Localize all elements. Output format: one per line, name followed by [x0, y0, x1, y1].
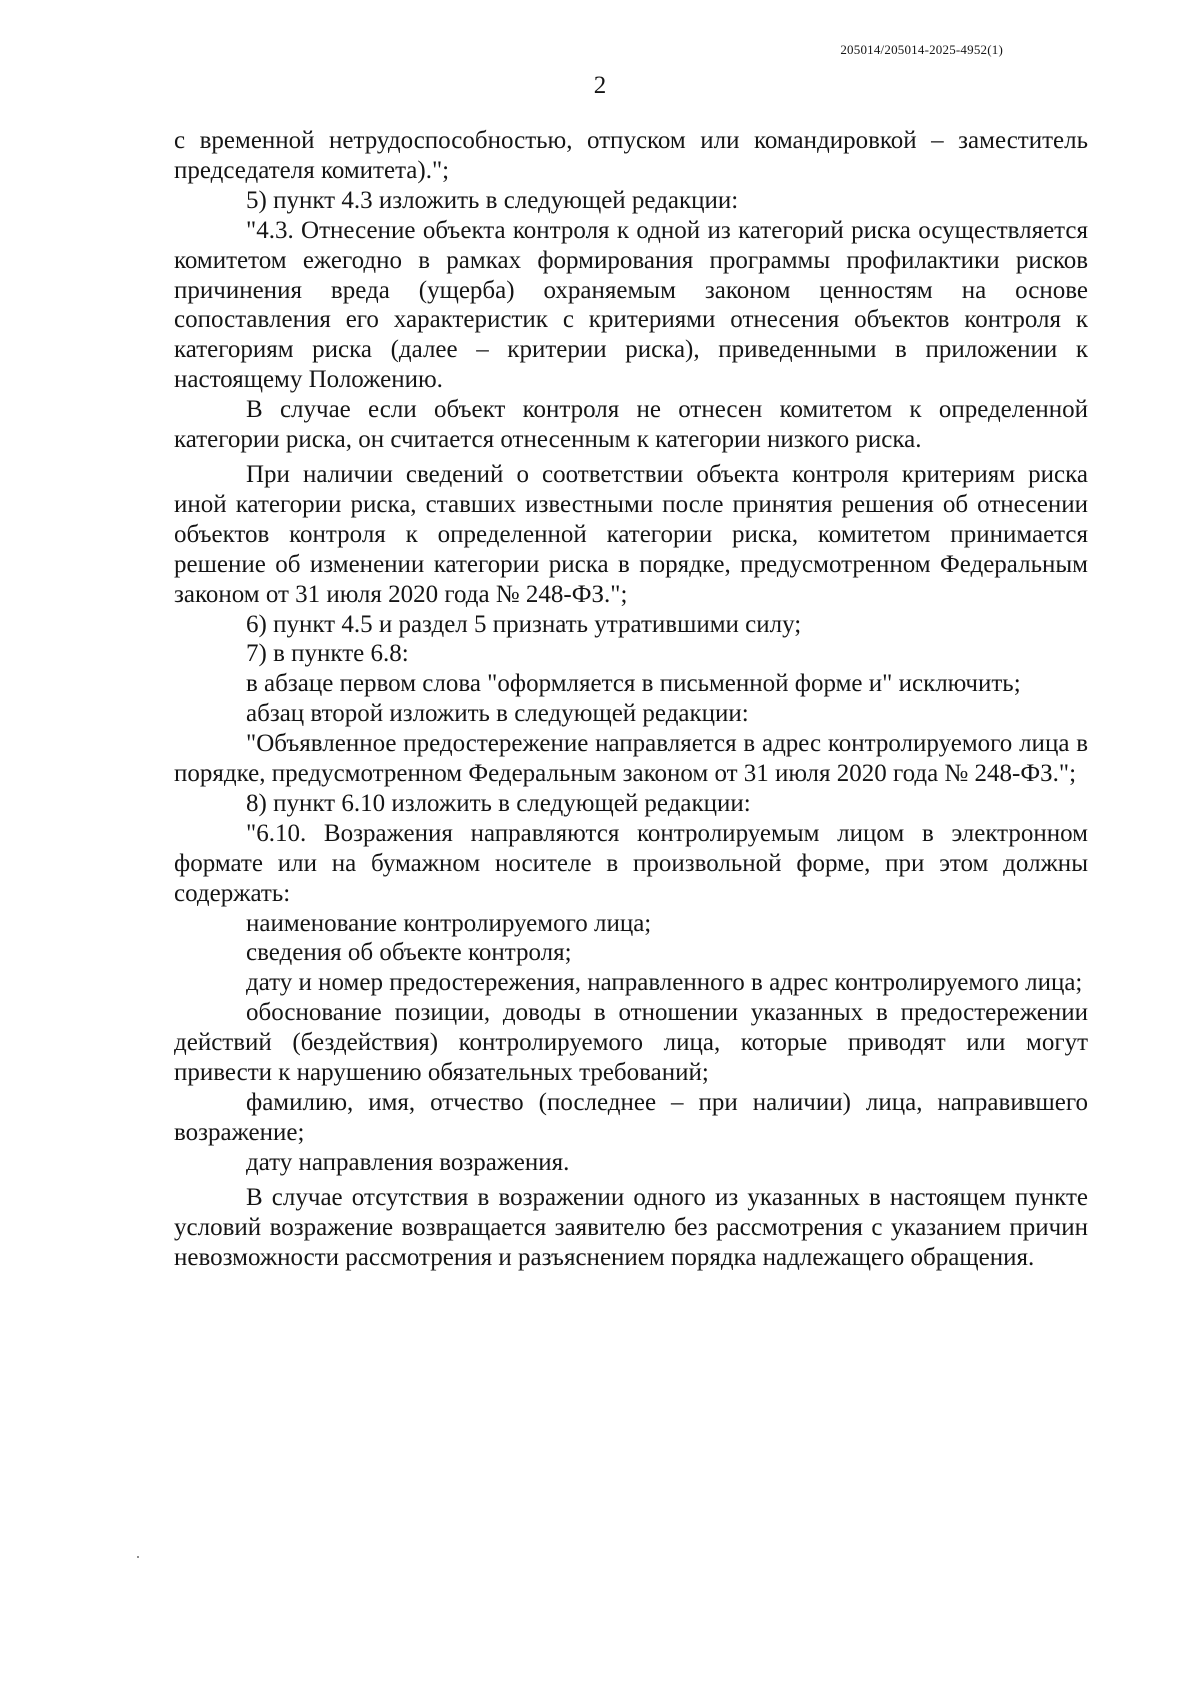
paragraph-second-abzac: абзац второй изложить в следующей редакции: [246, 700, 749, 728]
list-item-full-name: фамилию, имя, отчество (последнее – при наличии) лица, направившего возражение; [174, 1089, 1088, 1146]
scan-artifact-dot [137, 1556, 139, 1558]
paragraph-warning-text: "Объявленное предостережение направляется в адрес контролируемого лица в порядке, предусмотренном Федеральным законом от 31 июля 2020 года № 248-ФЗ."; [174, 730, 1088, 788]
paragraph-continuation: с временной нетрудоспособностью, отпуском или командировкой – заместитель председателя комитета)."; [174, 127, 1088, 184]
paragraph-first-abzac: в абзаце первом слова "оформляется в письменной форме и" исключить; [246, 670, 1021, 698]
list-item-object: сведения об объекте контроля; [246, 939, 572, 967]
paragraph-item-6: 6) пункт 4.5 и раздел 5 признать утратившими силу; [246, 610, 802, 638]
document-id: 205014/205014-2025-4952(1) [840, 42, 1003, 57]
list-item-justification: обоснование позиции, доводы в отношении указанных в предостережении действий (бездействия) контролируемого лица, которые приводят или могут привести к нарушению обязательных требований; [174, 999, 1088, 1087]
paragraph-4-3-text: "4.3. Отнесение объекта контроля к одной из категорий риска осуществляется комитетом ежегодно в рамках формирования программы профилактики рисков причинения вреда (ущерба) охраняемым законом ценностям на основе сопоставления его характеристик с критериями отнесения объектов контроля к категориям риска (далее – критерии риска), приведенными в приложении к настоящему Положению. [174, 216, 1088, 394]
page-number: 2 [593, 72, 607, 99]
paragraph-return-conditions: В случае отсутствия в возражении одного из указанных в настоящем пункте условий возражение возвращается заявителю без рассмотрения с указанием причин невозможности рассмотрения и разъяснением порядка надлежащего обращения. [174, 1183, 1088, 1271]
list-item-date: дату направления возражения. [246, 1148, 570, 1176]
list-item-date-number: дату и номер предостережения, направленного в адрес контролируемого лица; [246, 969, 1083, 997]
paragraph-item-5: 5) пункт 4.3 изложить в следующей редакции: [246, 186, 739, 214]
paragraph-risk-change: При наличии сведений о соответствии объекта контроля критериям риска иной категории риска, ставших известными после принятия решения об отнесении объектов контроля к определенной категории риска, комитетом принимается решение об изменении категории риска в порядке, предусмотренном Федеральным законом от 31 июля 2020 года № 248-ФЗ."; [174, 460, 1088, 608]
document-body [174, 126, 1088, 1272]
paragraph-low-risk: В случае если объект контроля не отнесен комитетом к определенной категории риска, он считается отнесенным к категории низкого риска. [174, 396, 1088, 454]
paragraph-6-10-text: "6.10. Возражения направляются контролируемым лицом в электронном формате или на бумажном носителе в произвольной форме, при этом должны содержать: [174, 819, 1088, 907]
list-item-name: наименование контролируемого лица; [246, 909, 652, 937]
paragraph-item-7: 7) в пункте 6.8: [246, 640, 409, 668]
paragraph-item-8: 8) пункт 6.10 изложить в следующей редакции: [246, 789, 751, 817]
